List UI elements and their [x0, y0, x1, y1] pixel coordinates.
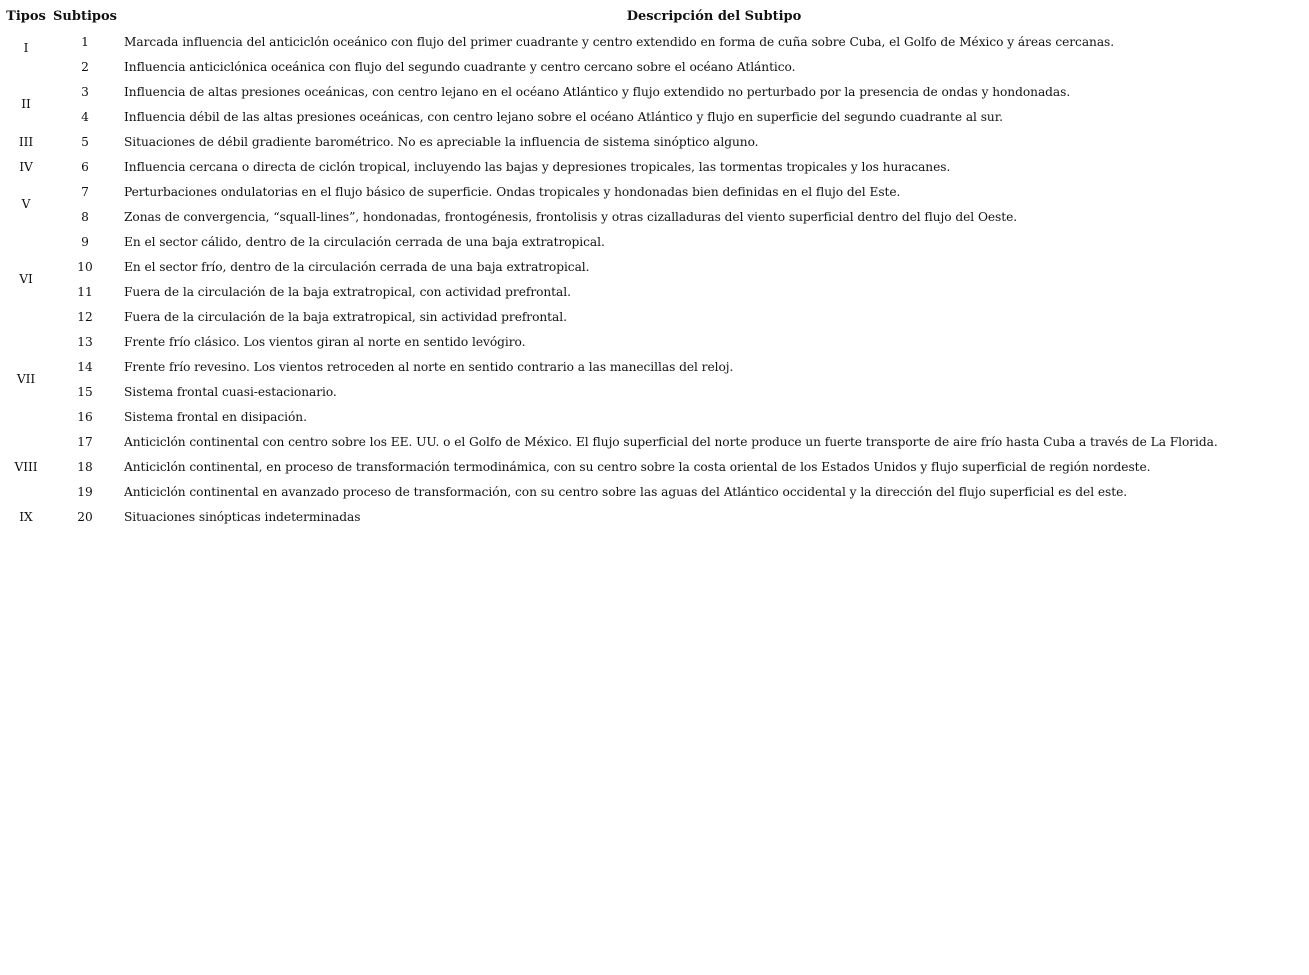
tipo-cell: I: [23, 41, 29, 55]
description-cell: Fuera de la circulación de la baja extratropical, sin actividad prefrontal.: [124, 309, 567, 324]
table-row: [2, 504, 1308, 529]
subtipo-cell: 12: [77, 309, 93, 324]
table-row: [2, 79, 1308, 104]
tipo-cell: V: [21, 197, 31, 211]
tipo-cell: VI: [19, 272, 33, 286]
header-descripcion: Descripción del Subtipo: [626, 9, 802, 24]
table-row: [2, 454, 1308, 479]
description-cell: Marcada influencia del anticiclón oceánico con flujo del primer cuadrante y centro extendido en forma de cuña sobre Cuba, el Golfo de México y áreas cercanas.: [124, 34, 1115, 49]
subtipo-cell: 16: [77, 409, 93, 424]
description-cell: Sistema frontal cuasi-estacionario.: [124, 384, 337, 399]
synoptic-types-table: [2, 4, 1308, 529]
table-row: [2, 429, 1308, 454]
description-cell: Perturbaciones ondulatorias en el flujo básico de superficie. Ondas tropicales y hondonadas bien definidas en el flujo del Este.: [124, 184, 901, 199]
description-cell: Situaciones de débil gradiente barométrico. No es apreciable la influencia de sistema sinóptico alguno.: [124, 134, 759, 149]
subtipo-cell: 14: [77, 359, 93, 374]
table-row: [2, 204, 1308, 229]
header-subtipos: Subtipos: [53, 9, 117, 24]
description-cell: Zonas de convergencia, “squall-lines”, hondonadas, frontogénesis, frontolisis y otras cizalladuras del viento superficial dentro del flujo del Oeste.: [124, 209, 1018, 224]
table-row: [2, 304, 1308, 329]
table-row: [2, 104, 1308, 129]
description-cell: Anticiclón continental, en proceso de transformación termodinámica, con su centro sobre la costa oriental de los Estados Unidos y flujo superficial de región nordeste.: [124, 459, 1151, 474]
tipo-cell: IV: [19, 159, 33, 174]
table-row: [2, 329, 1308, 354]
header-tipos: Tipos: [6, 9, 46, 24]
table-row: [2, 279, 1308, 304]
table-row: [2, 229, 1308, 254]
description-cell: Influencia débil de las altas presiones oceánicas, con centro lejano sobre el océano Atlántico y flujo en superficie del segundo cuadrante al sur.: [124, 109, 1003, 124]
subtipo-cell: 2: [81, 59, 89, 74]
table-header-row: [2, 4, 1308, 29]
description-cell: Situaciones sinópticas indeterminadas: [124, 509, 361, 524]
subtipo-cell: 19: [77, 484, 93, 499]
table-row: [2, 254, 1308, 279]
table-row: [2, 379, 1308, 404]
subtipo-cell: 15: [77, 384, 93, 399]
description-cell: Sistema frontal en disipación.: [124, 409, 307, 424]
subtipo-cell: 4: [81, 109, 89, 124]
description-cell: Anticiclón continental en avanzado proceso de transformación, con su centro sobre las aguas del Atlántico occidental y la dirección del flujo superficial es del este.: [124, 484, 1128, 499]
subtipo-cell: 9: [81, 234, 89, 249]
subtipo-cell: 7: [81, 184, 89, 199]
description-cell: Anticiclón continental con centro sobre los EE. UU. o el Golfo de México. El flujo superficial del norte produce un fuerte transporte de aire frío hasta Cuba a través de La Florida.: [124, 434, 1218, 449]
tipo-cell: VIII: [14, 459, 38, 474]
table-row: [2, 29, 1308, 54]
subtipo-cell: 13: [77, 334, 93, 349]
subtipo-cell: 10: [77, 259, 93, 274]
table-row: [2, 404, 1308, 429]
subtipo-cell: 6: [81, 159, 89, 174]
subtipo-cell: 11: [77, 284, 93, 299]
subtipo-cell: 17: [77, 434, 93, 449]
tipo-cell: IX: [19, 509, 33, 524]
description-cell: Frente frío revesino. Los vientos retroceden al norte en sentido contrario a las manecillas del reloj.: [124, 359, 734, 374]
tipo-cell: III: [18, 134, 34, 149]
table-row: [2, 129, 1308, 154]
table-row: [2, 54, 1308, 79]
description-cell: Influencia cercana o directa de ciclón tropical, incluyendo las bajas y depresiones tropicales, las tormentas tropicales y los huracanes.: [124, 159, 951, 174]
table-row: [2, 479, 1308, 504]
table-row: [2, 154, 1308, 179]
subtipo-cell: 5: [81, 134, 89, 149]
subtipo-cell: 18: [77, 459, 93, 474]
synoptic-types-table-container: [2, 4, 1308, 529]
description-cell: Influencia anticiclónica oceánica con flujo del segundo cuadrante y centro cercano sobre el océano Atlántico.: [124, 59, 796, 74]
tipo-cell: II: [21, 97, 31, 111]
description-cell: En el sector frío, dentro de la circulación cerrada de una baja extratropical.: [124, 259, 590, 274]
table-row: [2, 179, 1308, 204]
subtipo-cell: 20: [77, 509, 93, 524]
subtipo-cell: 8: [81, 209, 89, 224]
table-row: [2, 354, 1308, 379]
description-cell: Frente frío clásico. Los vientos giran al norte en sentido levógiro.: [124, 334, 526, 349]
subtipo-cell: 3: [81, 84, 89, 99]
description-cell: En el sector cálido, dentro de la circulación cerrada de una baja extratropical.: [124, 234, 605, 249]
description-cell: Fuera de la circulación de la baja extratropical, con actividad prefrontal.: [124, 284, 571, 299]
tipo-cell: VII: [16, 372, 36, 386]
description-cell: Influencia de altas presiones oceánicas, con centro lejano en el océano Atlántico y flujo extendido no perturbado por la presencia de ondas y hondonadas.: [124, 84, 1071, 99]
subtipo-cell: 1: [81, 34, 89, 49]
